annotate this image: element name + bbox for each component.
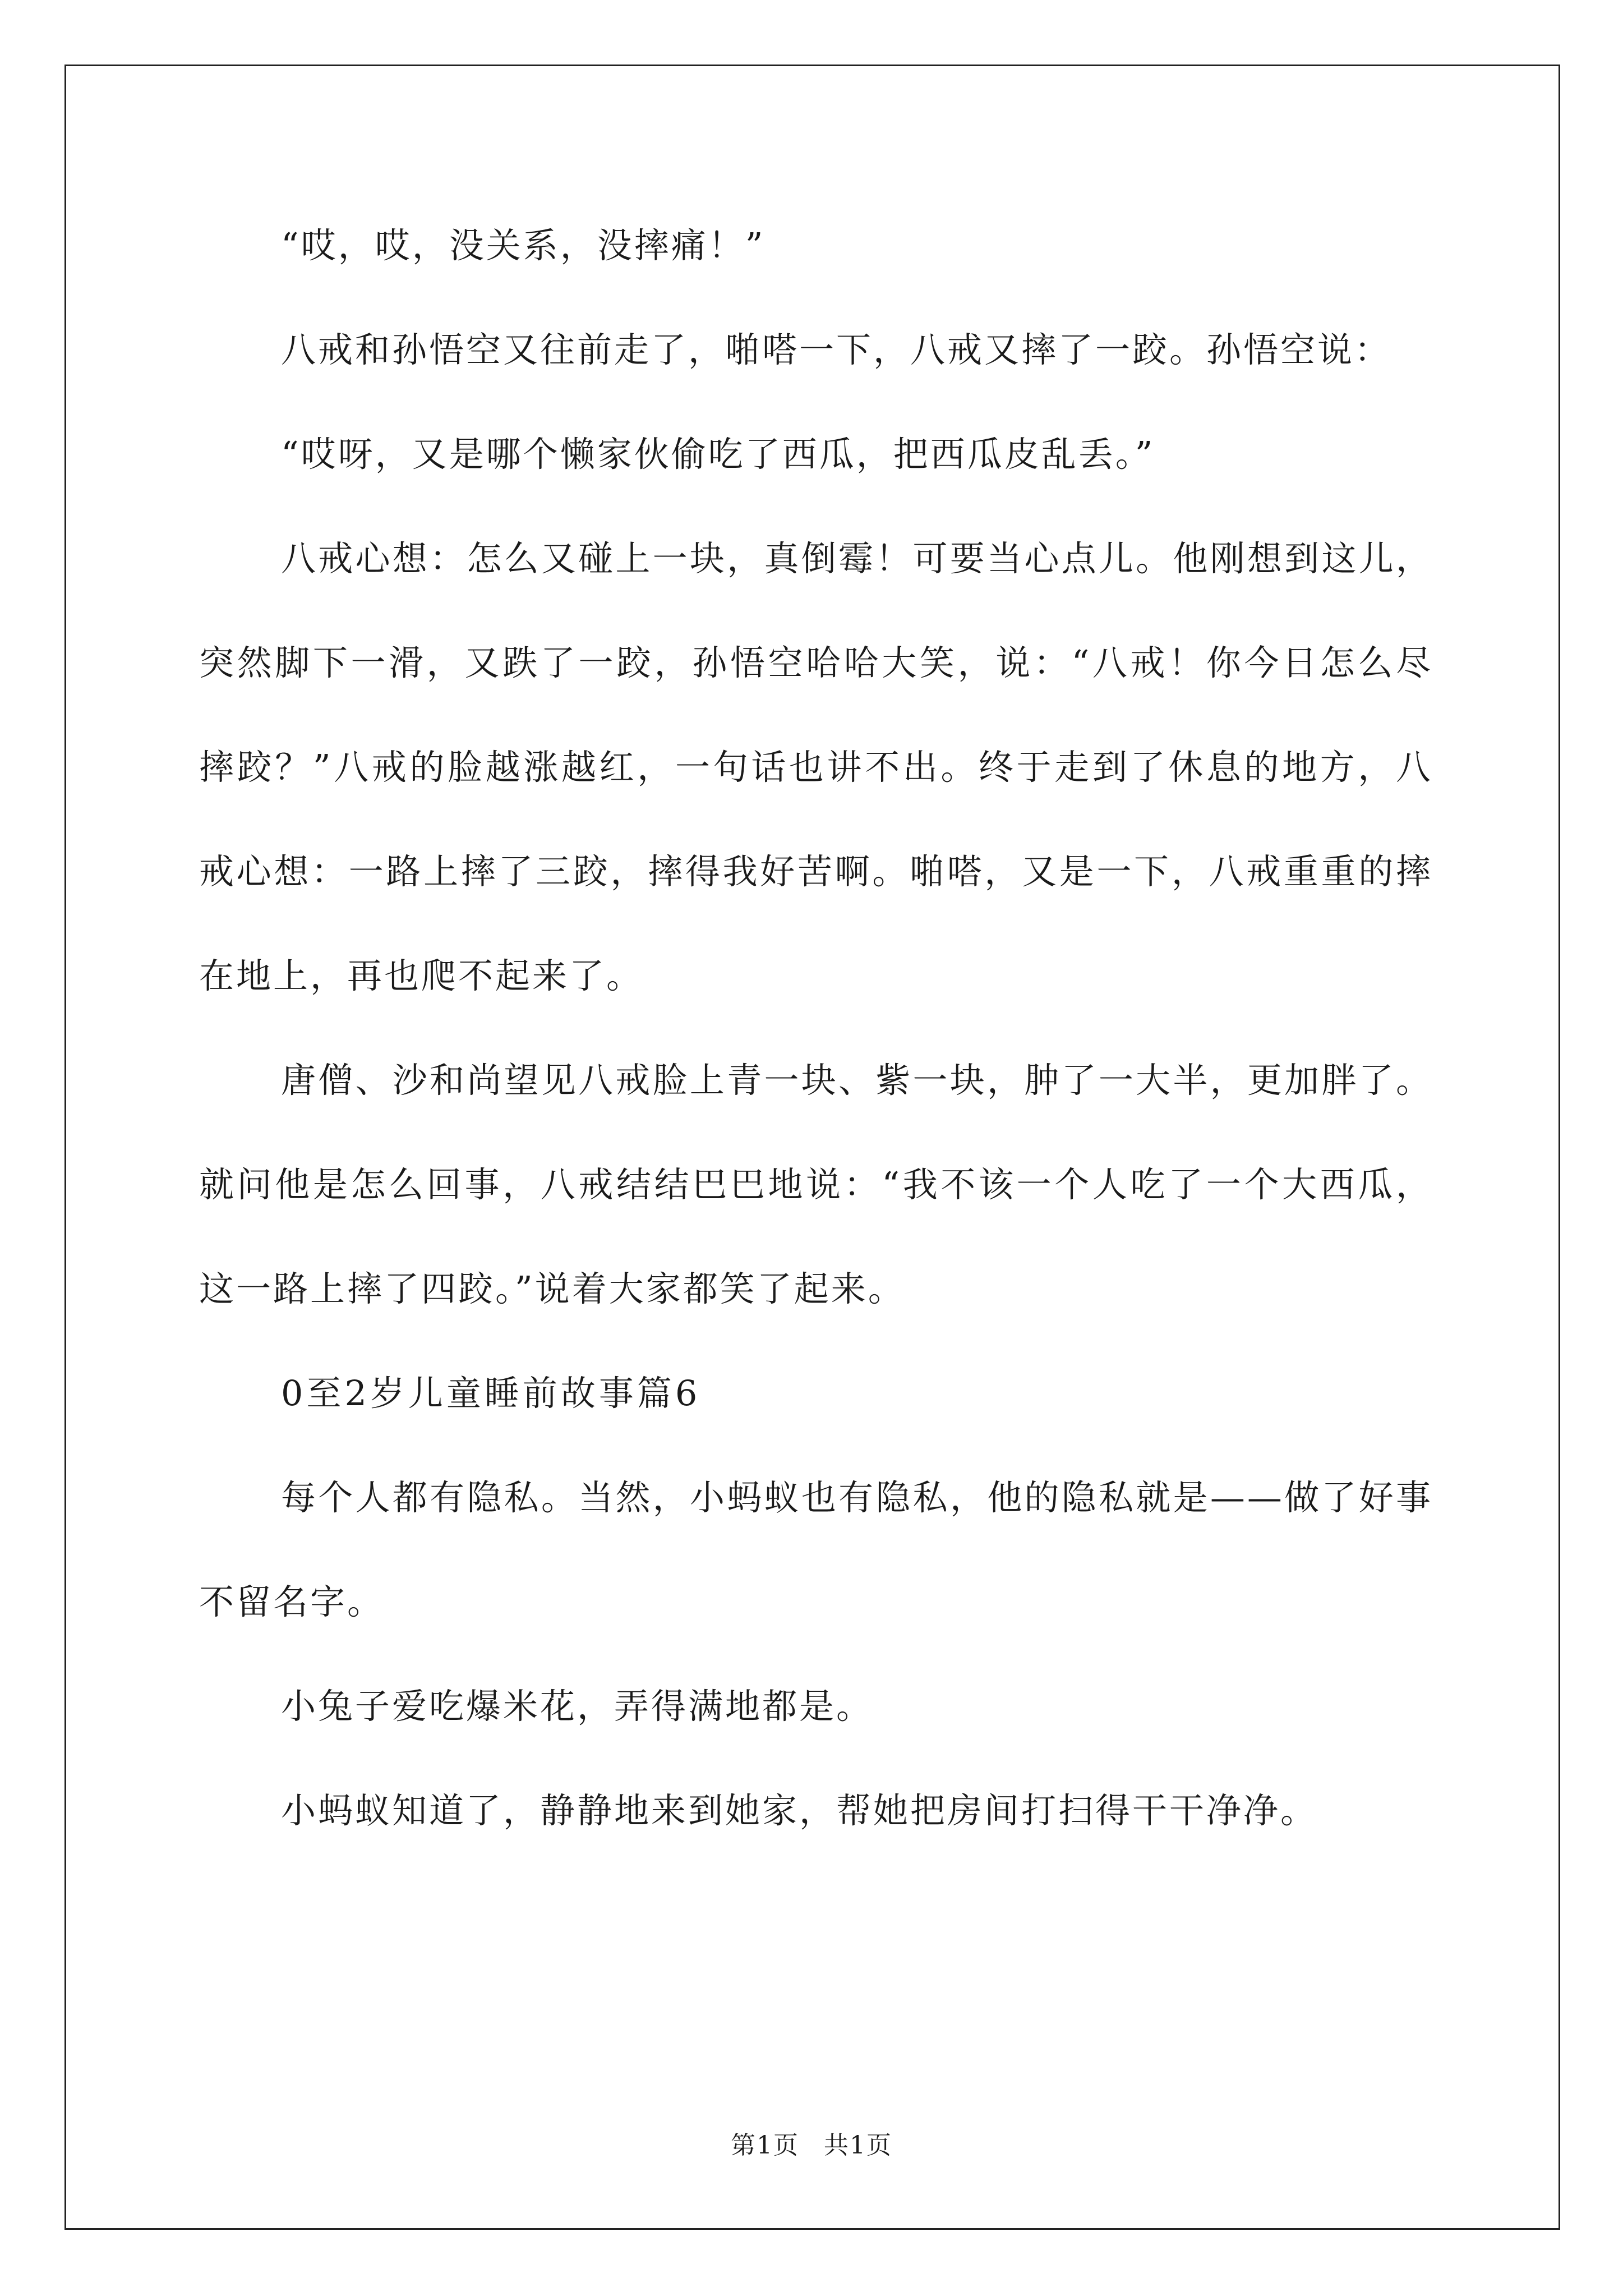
page-total: 共1页 [824, 2131, 892, 2160]
page-number: 第1页 [731, 2131, 799, 2160]
paragraph: “哎呀，又是哪个懒家伙偷吃了西瓜，把西瓜皮乱丢。” [281, 434, 1155, 475]
paragraph: 小兔子爱吃爆米花，弄得满地都是。 [281, 1686, 874, 1727]
paragraph: 八戒心想：怎么又碰上一块，真倒霉！可要当心点儿。他刚想到这儿，突然脚下一滑，又跌了一跤，孙悟空哈哈大笑，说：“八戒！你今日怎么尽摔跤？”八戒的脸越涨越红，一句话也讲不出。终于走到了休息的地方，八戒心想：一路上摔了三跤，摔得我好苦啊。啪嗒，又是一下，八戒重重的摔在地上，再也爬不起来了。 [199, 538, 1433, 996]
paragraph: 每个人都有隐私。当然，小蚂蚁也有隐私，他的隐私就是——做了好事不留名字。 [199, 1477, 1433, 1622]
page-footer [0, 2125, 1623, 2161]
section-heading: 0至2岁儿童睡前故事篇6 [281, 1373, 701, 1414]
paragraph: 八戒和孙悟空又往前走了，啪嗒一下，八戒又摔了一跤。孙悟空说： [281, 329, 1392, 370]
document-body [199, 194, 1433, 1863]
paragraph: 唐僧、沙和尚望见八戒脸上青一块、紫一块，肿了一大半，更加胖了。就问他是怎么回事，八戒结结巴巴地说：“我不该一个人吃了一个大西瓜，这一路上摔了四跤。”说着大家都笑了起来。 [199, 1060, 1433, 1309]
paragraph: 小蚂蚁知道了，静静地来到她家，帮她把房间打扫得干干净净。 [281, 1790, 1318, 1831]
paragraph: “哎，哎，没关系，没摔痛！” [281, 225, 766, 266]
